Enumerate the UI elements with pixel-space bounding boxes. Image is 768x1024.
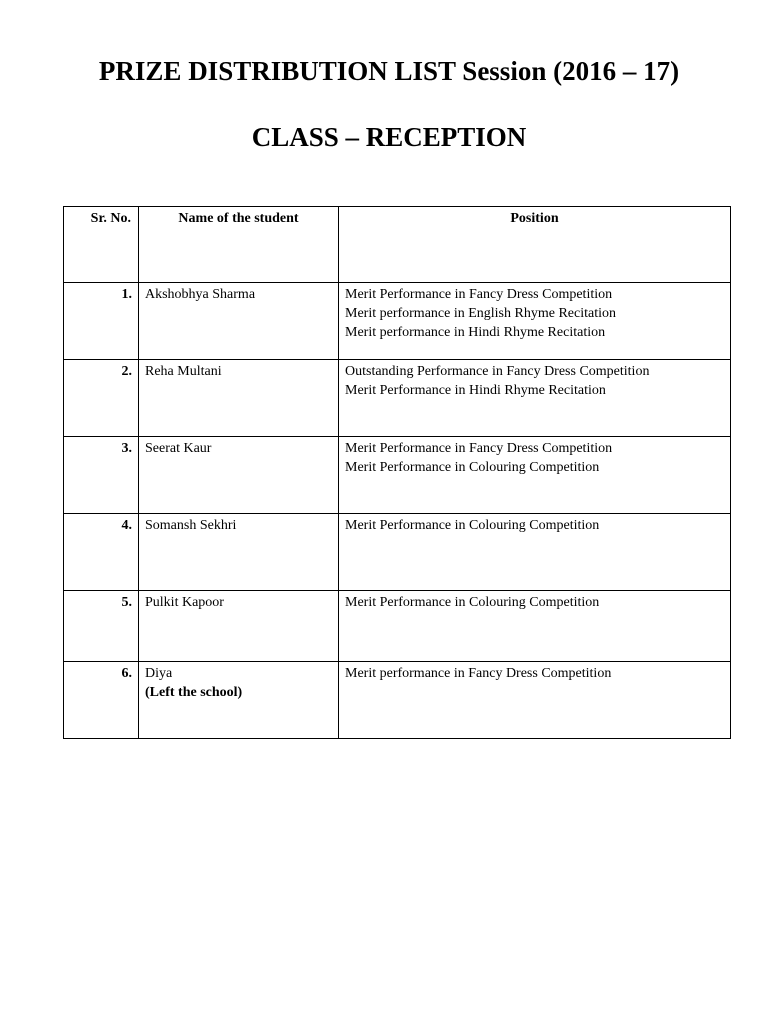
- header-position: Position: [339, 207, 731, 283]
- position-cell: [339, 437, 731, 514]
- table-row: [64, 514, 731, 591]
- position-line: Outstanding Performance in Fancy Dress Competition: [345, 364, 650, 379]
- table-row: [64, 283, 731, 360]
- student-name: [139, 514, 339, 591]
- document-title: PRIZE DISTRIBUTION LIST Session (2016 – 17): [98, 56, 680, 86]
- student-name: [139, 283, 339, 360]
- position-line: Merit Performance in Fancy Dress Competition: [345, 441, 613, 456]
- table-row: [64, 360, 731, 437]
- table-body: [64, 283, 731, 739]
- student-name: [139, 360, 339, 437]
- student-name-text: Diya: [145, 666, 173, 681]
- position-cell: [339, 360, 731, 437]
- sr-number: 2.: [64, 360, 139, 437]
- header-student-name: Name of the student: [139, 207, 339, 283]
- position-line: Merit Performance in Colouring Competition: [345, 460, 600, 475]
- student-name-text: Seerat Kaur: [145, 441, 212, 456]
- sr-number: 5.: [64, 591, 139, 662]
- position-cell: [339, 591, 731, 662]
- sr-number: 4.: [64, 514, 139, 591]
- student-name-text: Akshobhya Sharma: [145, 287, 256, 302]
- prize-table: [63, 206, 731, 739]
- student-note: (Left the school): [145, 685, 243, 700]
- position-line: Merit performance in Fancy Dress Competition: [345, 666, 612, 681]
- sr-number: 3.: [64, 437, 139, 514]
- position-line: Merit performance in English Rhyme Recitation: [345, 306, 616, 321]
- student-name: [139, 662, 339, 739]
- table-row: [64, 591, 731, 662]
- position-line: Merit Performance in Fancy Dress Competition: [345, 287, 613, 302]
- header-sr-no: Sr. No.: [64, 207, 139, 283]
- sr-number: 6.: [64, 662, 139, 739]
- position-cell: [339, 662, 731, 739]
- student-name-text: Reha Multani: [145, 364, 222, 379]
- position-line: Merit Performance in Hindi Rhyme Recitation: [345, 383, 606, 398]
- student-name: [139, 591, 339, 662]
- position-cell: [339, 514, 731, 591]
- position-cell: [339, 283, 731, 360]
- student-name: [139, 437, 339, 514]
- position-line: Merit Performance in Colouring Competition: [345, 518, 600, 533]
- position-line: Merit performance in Hindi Rhyme Recitation: [345, 325, 606, 340]
- sr-number: 1.: [64, 283, 139, 360]
- student-name-text: Pulkit Kapoor: [145, 595, 224, 610]
- position-line: Merit Performance in Colouring Competition: [345, 595, 600, 610]
- student-name-text: Somansh Sekhri: [145, 518, 237, 533]
- table-header-row: [64, 207, 731, 283]
- table-row: [64, 662, 731, 739]
- table-row: [64, 437, 731, 514]
- class-heading: CLASS – RECEPTION: [251, 122, 527, 152]
